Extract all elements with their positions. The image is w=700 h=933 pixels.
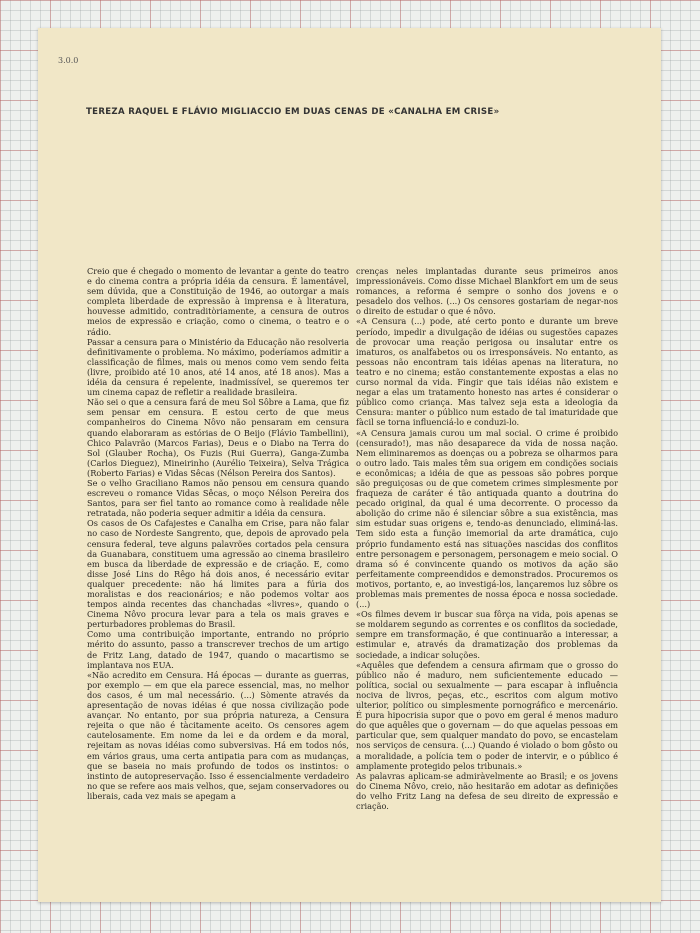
paragraph: Não sei o que a censura fará de meu Sol Sôbre a Lama, que fiz sem pensar em censura. E estou certo de que meus companheiros do Cinema Nôvo não pensaram em censura quando elaboraram as estórias de O Beijo (Flávio Tambellini), Chico Palavrão (Marcos Farias), Deus e o Diabo na Terra do Sol (Glauber Rocha), Os Fuzis (Rui Guerra), Ganga-Zumba (Carlos Dieguez), Mineirinho (Aurélio Teixeira), Selva Trágica (Roberto Farias) e Vidas Sêcas (Nélson Pereira dos Santos). (87, 397, 349, 478)
paragraph: «Os filmes devem ir buscar sua fôrça na vida, pois apenas se se moldarem segundo as correntes e os conflitos da sociedade, sempre em transformação, é que continuarão a interessar, a estimular e, através da dramatização dos problemas da sociedade, a indicar soluções. (356, 609, 618, 660)
paragraph: Passar a censura para o Ministério da Educação não resolveria definitivamente o problema. No máximo, poderíamos admitir a classificação de filmes, mais ou menos como vem sendo feita (livre, proibido até 10 anos, até 14 anos, até 18 anos). Mas a idéia da censura é repelente, inadmissível, se queremos ter um cinema capaz de refletir a realidade brasileira. (87, 336, 349, 398)
magazine-page (38, 28, 661, 902)
right-text-column (356, 266, 618, 811)
page-number: 3.0.0 (58, 56, 79, 65)
paragraph: Se o velho Graciliano Ramos não pensou em censura quando escreveu o romance Vidas Sêcas, o moço Nélson Pereira dos Santos, para ser fiel tanto ao romance como à realidade nêle retratada, não poderia sequer admitir a idéia da censura. (87, 477, 349, 519)
left-text-column (87, 266, 349, 801)
paragraph: Os casos de Os Cafajestes e Canalha em Crise, para não falar no caso de Nordeste Sangrento, que, depois de aprovado pela censura federal, teve alguns palavrões cortados pela censura da Guanabara, constituem uma agressão ao cinema brasileiro em busca da liberdade de expressão e de criação. E, como disse José Lins do Rêgo há dois anos, é necessário evitar qualquer precedente: não há limites para a fúria dos moralistas e dos reacionários; e não podemos voltar aos tempos ainda recentes das chanchadas «livres», quando o Cinema Nôvo procura levar para a tela os mais graves e perturbadores problemas do Brasil. (87, 518, 349, 630)
paragraph: «Não acredito em Censura. Há épocas — durante as guerras, por exemplo — em que ela parece essencial, mas, no melhor dos casos, é um mal necessário. (...) Sòmente através da apresentação de novas idéias é que nossa civilização pode avançar. No entanto, por sua própria natureza, a Censura rejeita o que não é tàcitamente aceito. Os censores agem cautelosamente. Em nome da lei e da ordem e da moral, rejeitam as novas idéias como subversivas. Há em todos nós, em vários graus, uma certa antipatia para com as mudanças, que se baseia no mais profundo de todos os instintos: o instinto de autopreservação. Isso é essencialmente verdadeiro no que se refere aos mais velhos, que, sejam conservadores ou liberais, cada vez mais se apegam a (87, 669, 349, 801)
paragraph: crenças neles implantadas durante seus primeiros anos impressionáveis. Como disse Michael Blankfort em um de seus romances, a reforma é sempre o sonho dos jovens e o pesadelo dos velhos. (...) Os censores gostariam de negar-nos o direito de estudar o que é nôvo. (356, 266, 618, 317)
paragraph: «A Censura jamais curou um mal social. O crime é proibido (censurado!), mas não desaparece da vida de nossa nação. Nem eliminaremos as doenças ou a pobreza se olharmos para o outro lado. Tais males têm sua origem em condições sociais e econômicas; a idéia de que as pessoas são pobres porque são preguiçosas ou de que cometem crimes simplesmente por fraqueza de caráter é tão antiquada quanto a doutrina do pecado original, da qual é uma decorrente. O processo da abolição do crime não é silenciar sôbre a sua existência, mas sim estudar suas origens e, tendo-as denunciado, eliminá-las. Tem sido esta a função imemorial da arte dramática, cujo próprio fundamento está nas situações nascidas dos conflitos entre personagem e personagem, personagem e meio social. O drama só é convincente quando os motivos da ação são perfeitamente compreendidos e demonstrados. Procuremos os motivos, portanto, e, ao investigá-los, lançaremos luz sôbre os problemas mais prementes de nossa época e nossa sociedade. (...) (356, 427, 618, 610)
paragraph: As palavras aplicam-se admiràvelmente ao Brasil; e os jovens do Cinema Nôvo, creio, não hesitarão em adotar as definições do velho Fritz Lang na defesa de seu direito de expressão e criação. (356, 770, 618, 811)
paragraph: «A Censura (...) pode, até certo ponto e durante um breve período, impedir a divulgação de idéias ou sugestões capazes de provocar uma reação perigosa ou insalutar entre os imaturos, os analfabetos ou os irresponsáveis. No entanto, as pessoas não encontram tais idéias apenas na literatura, no teatro e no cinema; estão constantemente expostas a elas no curso normal da vida. Fingir que tais idéias não existem e negar a elas um tratamento honesto nas artes é considerar o público como criança. Mas talvez seja esta a ideologia da Censura: manter o público num estado de tal imaturidade que fàcil se torna influenciá-lo e conduzi-lo. (356, 316, 618, 428)
paragraph: Creio que é chegado o momento de levantar a gente do teatro e do cinema contra a própria idéia da censura. É lamentável, sem dúvida, que a Constituição de 1946, ao outorgar a mais completa liberdade de expressão à imprensa e à literatura, houvesse admitido, contraditòriamente, a censura de outros meios de expressão e criação, como o cinema, o teatro e o rádio. (87, 266, 349, 337)
photo-caption: TEREZA RAQUEL E FLÁVIO MIGLIACCIO EM DUAS CENAS DE «CANALHA EM CRISE» (86, 107, 500, 117)
paragraph: Como uma contribuição importante, entrando no próprio mérito do assunto, passo a transcrever trechos de um artigo de Fritz Lang, datado de 1947, quando o macartismo se implantava nos EUA. (87, 629, 349, 670)
paragraph: «Aquêles que defendem a censura afirmam que o grosso do público não é maduro, nem suficientemente educado — política, social ou sexualmente — para escapar à influência nociva de livros, peças, etc., escritos com algum motivo ulterior, político ou simplesmente pornográfico e mercenário. É pura hipocrisia supor que o povo em geral é menos maduro do que aquêles que o governam — do que aquelas pessoas em particular que, sem qualquer mandato do povo, se encastelam nos serviços de censura. (...) Quando é violado o bom gôsto ou a moralidade, a polícia tem o poder de intervir, e o público é amplamente protegido pelos tribunais.» (356, 659, 618, 771)
